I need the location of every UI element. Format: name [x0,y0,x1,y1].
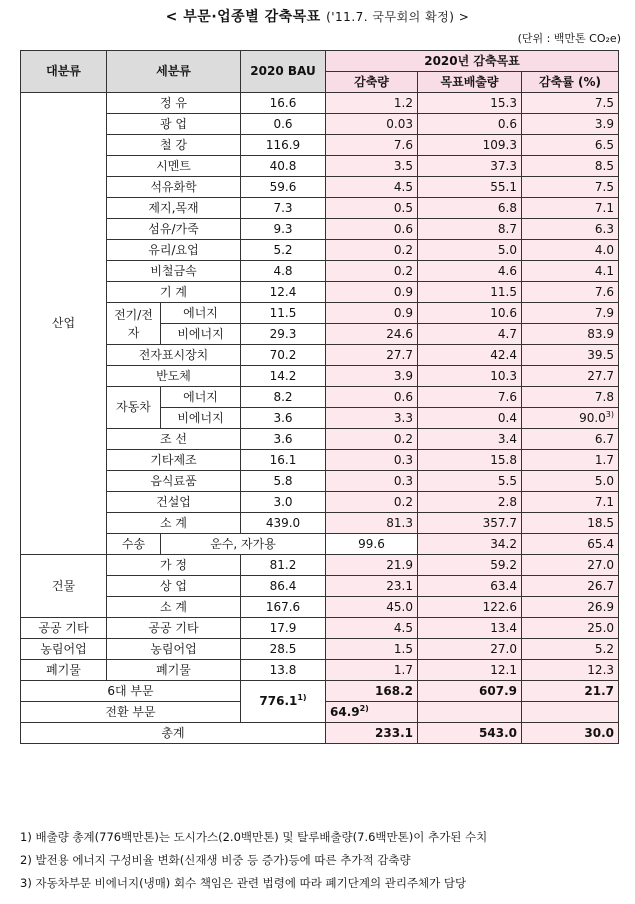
industry-label: 산업 [21,93,107,555]
table-row: 비에너지 29.3 24.6 4.7 83.9 [21,324,619,345]
table-row: 수송 운수, 자가용 99.6 34.2 65.4 [21,534,619,555]
reduction-target-table [20,50,619,744]
table-row: 시멘트 40.8 3.5 37.3 8.5 [21,156,619,177]
unit-label: (단위 : 백만톤 CO₂e) [517,32,621,45]
title-main: < 부문·업종별 감축목표 [165,9,321,25]
header-bau: 2020 BAU [241,51,326,93]
page-title [0,6,635,26]
table-row: 건설업 3.0 0.2 2.8 7.1 [21,492,619,513]
table-row: 비에너지 3.6 3.3 0.4 90.0$^{3)}$ [21,408,619,429]
table-row: 소 계 167.6 45.0 122.6 26.9 [21,597,619,618]
header-reduction-rate: 감축률 (%) [522,72,619,93]
table-row: 자동차 에너지 8.2 0.6 7.6 7.8 [21,387,619,408]
header-target-emission: 목표배출량 [418,72,522,93]
table-row: 음식료품 5.8 0.3 5.5 5.0 [21,471,619,492]
table-row: 전자표시장치 70.2 27.7 42.4 39.5 [21,345,619,366]
table-row: 공공 기타 공공 기타 17.9 4.5 13.4 25.0 [21,618,619,639]
table-row: 농림어업 농림어업 28.5 1.5 27.0 5.2 [21,639,619,660]
footnote-3: 3) 자동차부문 비에너지(냉매) 회수 책임은 관련 법령에 따라 폐기단계의 관리주체가 담당 [20,876,467,890]
table-row: 제지,목재 7.3 0.5 6.8 7.1 [21,198,619,219]
table-row: 기 계 12.4 0.9 11.5 7.6 [21,282,619,303]
footnote-2: 2) 발전용 에너지 구성비율 변화(신재생 비중 등 증가)등에 따른 추가적 감축량 [20,853,411,867]
table-row: 조 선 3.6 0.2 3.4 6.7 [21,429,619,450]
elec-group-label: 전기/전자 [107,303,161,345]
header-reduction: 감축량 [326,72,418,93]
footnote-mark: 1) [297,693,307,702]
table-row: 석유화학 59.6 4.5 55.1 7.5 [21,177,619,198]
summary-row: 6대 부문 776.1$^{1)}$ 168.2 607.9 21.7 [21,681,619,702]
auto-group-label: 자동차 [107,387,161,429]
footnote-mark: 3) [605,409,615,419]
header-major: 대분류 [21,51,107,93]
table-row: 유리/요업 5.2 0.2 5.0 4.0 [21,240,619,261]
table-row: 섬유/가죽 9.3 0.6 8.7 6.3 [21,219,619,240]
total-row: 총계 233.1 543.0 30.0 [21,723,619,744]
footnotes [20,826,625,895]
table-row: 폐기물 폐기물 13.8 1.7 12.1 12.3 [21,660,619,681]
header-minor: 세분류 [107,51,241,93]
table-row: 산업 정 유 16.6 1.2 15.3 7.5 [21,93,619,114]
table-row: 반도체 14.2 3.9 10.3 27.7 [21,366,619,387]
table-row: 전기/전자 에너지 11.5 0.9 10.6 7.9 [21,303,619,324]
table-row: 소 계 439.0 81.3 357.7 18.5 [21,513,619,534]
table-row: 기타제조 16.1 0.3 15.8 1.7 [21,450,619,471]
table-row: 철 강 116.9 7.6 109.3 6.5 [21,135,619,156]
table-row: 건물 가 정 81.2 21.9 59.2 27.0 [21,555,619,576]
table-row: 광 업 0.6 0.03 0.6 3.9 [21,114,619,135]
footnote-1: 1) 배출량 총계(776백만톤)는 도시가스(2.0백만톤) 및 탈루배출량(7.6백만톤)이 추가된 수치 [20,830,488,844]
header-target-group: 2020년 감축목표 [326,51,619,72]
title-sub: ('11.7. 국무회의 확정) > [326,10,470,24]
footnote-mark: 2) [359,703,369,713]
summary-row: 전환 부문 64.9$^{2)}$ [21,702,619,723]
table-row: 비철금속 4.8 0.2 4.6 4.1 [21,261,619,282]
table-row: 상 업 86.4 23.1 63.4 26.7 [21,576,619,597]
